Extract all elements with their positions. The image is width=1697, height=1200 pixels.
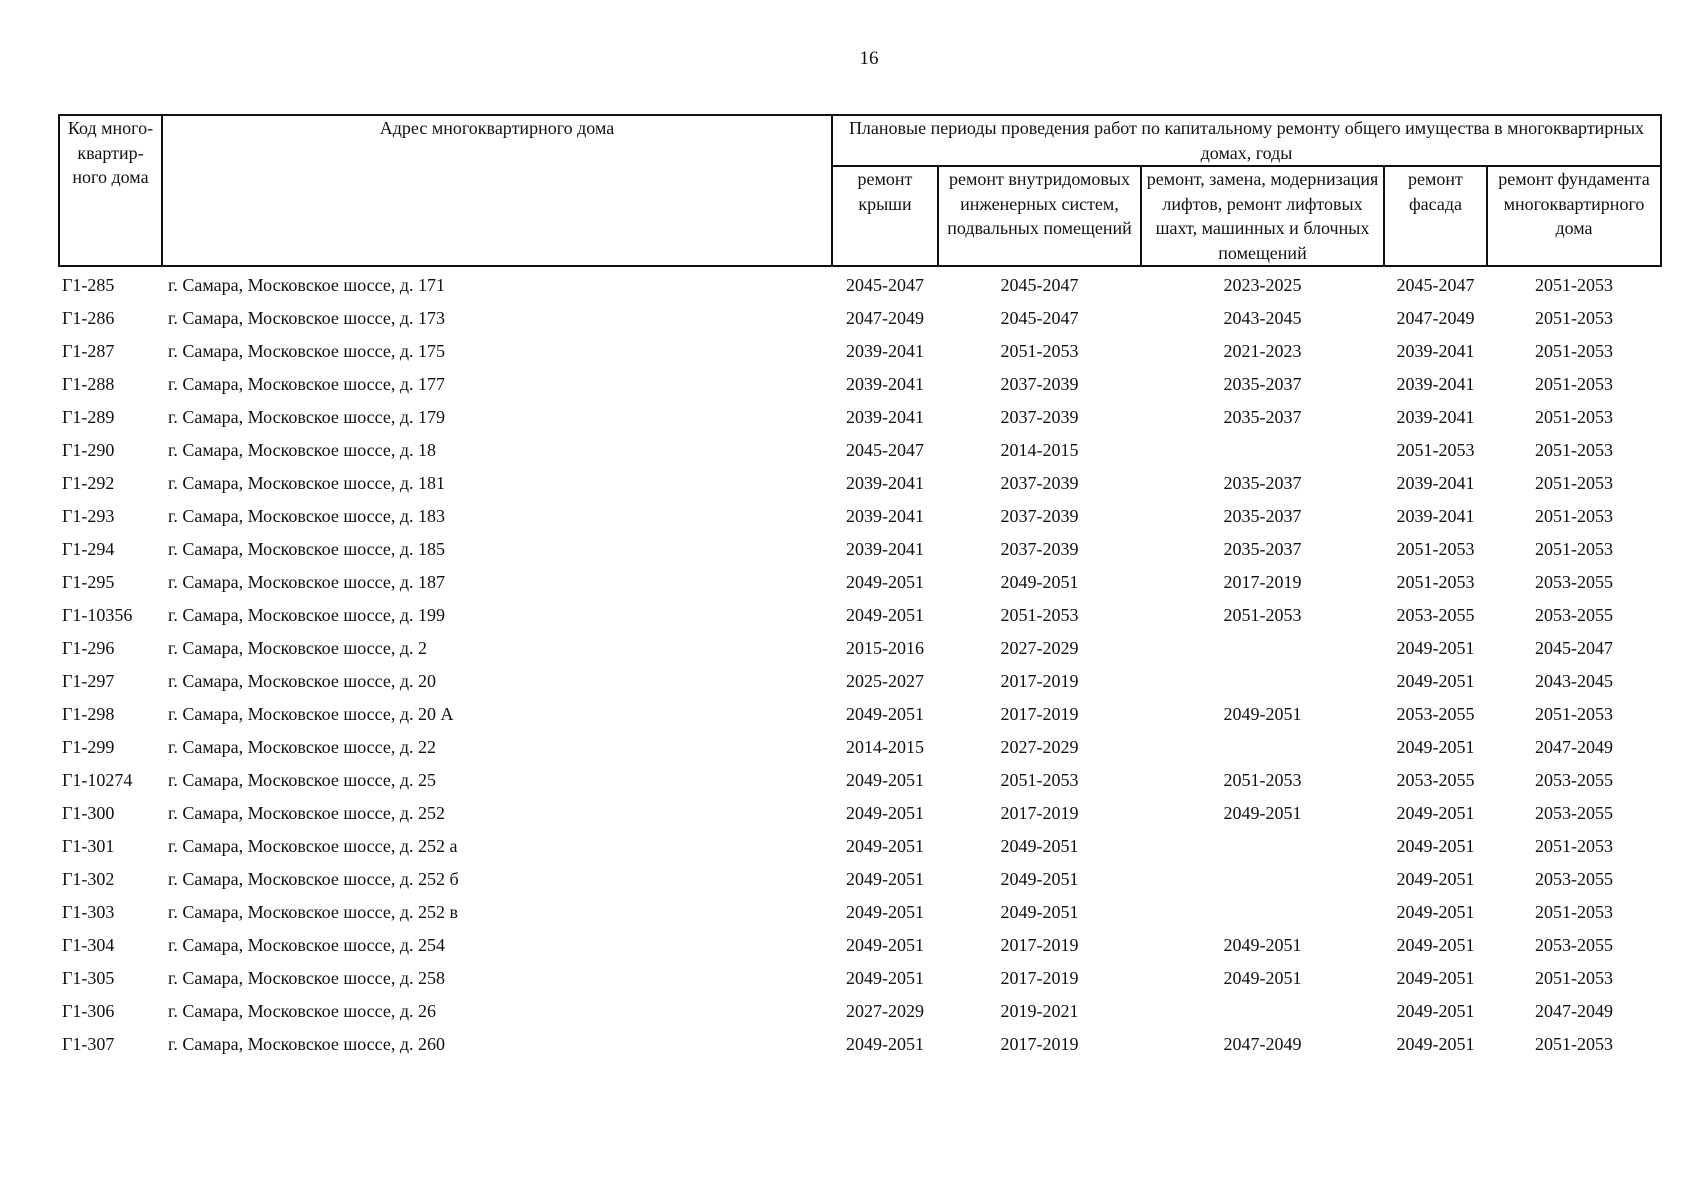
cell-code: Г1-288 [62,373,115,394]
cell-lift: 2047-2049 [1223,1033,1302,1054]
cell-foundation: 2051-2053 [1535,967,1613,988]
header-periods: Плановые периоды проведения работ по капитальному ремонту общего имущества в многоквартирных домах, годы [832,115,1661,166]
table-header [59,115,1661,266]
cell-engineering: 2027-2029 [1000,736,1079,757]
cell-foundation: 2051-2053 [1535,472,1613,493]
cell-roof: 2049-2051 [846,604,924,625]
cell-lift: 2051-2053 [1223,769,1302,790]
cell-engineering: 2014-2015 [1000,439,1079,460]
cell-code: Г1-303 [62,901,115,922]
cell-engineering: 2027-2029 [1000,637,1079,658]
cell-address: г. Самара, Московское шоссе, д. 260 [168,1033,445,1054]
table-row [59,466,1661,499]
cell-code: Г1-292 [62,472,115,493]
cell-facade: 2049-2051 [1396,868,1475,889]
cell-address: г. Самара, Московское шоссе, д. 20 А [168,703,454,724]
cell-lift: 2049-2051 [1223,703,1302,724]
cell-foundation: 2051-2053 [1535,505,1613,526]
cell-code: Г1-294 [62,538,115,559]
cell-facade: 2049-2051 [1396,901,1475,922]
cell-facade: 2051-2053 [1396,439,1475,460]
cell-address: г. Самара, Московское шоссе, д. 25 [168,769,436,790]
cell-lift: 2043-2045 [1223,307,1302,328]
table-body [59,266,1661,1060]
cell-foundation: 2051-2053 [1535,406,1613,427]
cell-roof: 2049-2051 [846,835,924,856]
cell-lift [1141,862,1384,895]
cell-engineering: 2017-2019 [1000,670,1079,691]
cell-facade: 2049-2051 [1396,802,1475,823]
cell-code: Г1-304 [62,934,115,955]
header-facade: ремонт фасада [1384,166,1487,266]
cell-facade: 2049-2051 [1396,670,1475,691]
cell-facade: 2049-2051 [1396,736,1475,757]
cell-foundation: 2047-2049 [1535,1000,1613,1021]
cell-engineering: 2037-2039 [1000,538,1079,559]
table-row [59,334,1661,367]
cell-lift: 2049-2051 [1223,967,1302,988]
cell-address: г. Самара, Московское шоссе, д. 171 [168,274,445,295]
table-row [59,565,1661,598]
cell-roof: 2047-2049 [846,307,924,328]
cell-engineering: 2037-2039 [1000,472,1079,493]
cell-engineering: 2017-2019 [1000,934,1079,955]
cell-lift: 2035-2037 [1223,472,1302,493]
cell-foundation: 2053-2055 [1535,868,1613,889]
table-row [59,266,1661,301]
cell-engineering: 2037-2039 [1000,505,1079,526]
cell-roof: 2027-2029 [846,1000,924,1021]
cell-foundation: 2051-2053 [1535,439,1613,460]
cell-engineering: 2017-2019 [1000,802,1079,823]
table-row [59,796,1661,829]
table-row [59,697,1661,730]
cell-code: Г1-293 [62,505,115,526]
cell-address: г. Самара, Московское шоссе, д. 252 в [168,901,458,922]
cell-address: г. Самара, Московское шоссе, д. 2 [168,637,427,658]
cell-roof: 2049-2051 [846,802,924,823]
cell-facade: 2049-2051 [1396,637,1475,658]
cell-foundation: 2051-2053 [1535,373,1613,394]
cell-code: Г1-298 [62,703,115,724]
table-row [59,598,1661,631]
cell-code: Г1-297 [62,670,115,691]
cell-code: Г1-300 [62,802,115,823]
table-row [59,664,1661,697]
cell-roof: 2014-2015 [846,736,924,757]
table-row [59,301,1661,334]
cell-facade: 2049-2051 [1396,835,1475,856]
cell-engineering: 2037-2039 [1000,373,1079,394]
cell-address: г. Самара, Московское шоссе, д. 22 [168,736,436,757]
cell-foundation: 2051-2053 [1535,1033,1613,1054]
cell-facade: 2039-2041 [1396,505,1475,526]
cell-facade: 2049-2051 [1396,1000,1475,1021]
cell-roof: 2025-2027 [846,670,924,691]
table-row [59,829,1661,862]
cell-roof: 2049-2051 [846,967,924,988]
cell-address: г. Самара, Московское шоссе, д. 254 [168,934,445,955]
cell-foundation: 2051-2053 [1535,538,1613,559]
cell-facade: 2051-2053 [1396,538,1475,559]
cell-lift: 2035-2037 [1223,406,1302,427]
cell-foundation: 2045-2047 [1535,637,1613,658]
cell-facade: 2049-2051 [1396,1033,1475,1054]
cell-foundation: 2053-2055 [1535,604,1613,625]
table-row [59,631,1661,664]
cell-roof: 2039-2041 [846,538,924,559]
cell-engineering: 2045-2047 [1000,274,1079,295]
cell-engineering: 2019-2021 [1000,1000,1079,1021]
cell-address: г. Самара, Московское шоссе, д. 252 [168,802,445,823]
cell-address: г. Самара, Московское шоссе, д. 252 б [168,868,459,889]
cell-engineering: 2017-2019 [1000,967,1079,988]
table-row [59,862,1661,895]
cell-address: г. Самара, Московское шоссе, д. 173 [168,307,445,328]
cell-address: г. Самара, Московское шоссе, д. 252 а [168,835,458,856]
page-number: 16 [859,48,879,69]
cell-engineering: 2049-2051 [1000,571,1079,592]
cell-address: г. Самара, Московское шоссе, д. 18 [168,439,436,460]
cell-roof: 2049-2051 [846,571,924,592]
cell-roof: 2049-2051 [846,868,924,889]
cell-foundation: 2051-2053 [1535,340,1613,361]
cell-lift: 2049-2051 [1223,802,1302,823]
cell-code: Г1-302 [62,868,115,889]
cell-address: г. Самара, Московское шоссе, д. 177 [168,373,445,394]
cell-code: Г1-289 [62,406,115,427]
cell-address: г. Самара, Московское шоссе, д. 20 [168,670,436,691]
table-row [59,532,1661,565]
table-row [59,961,1661,994]
cell-address: г. Самара, Московское шоссе, д. 26 [168,1000,436,1021]
cell-engineering: 2051-2053 [1000,769,1079,790]
cell-engineering: 2037-2039 [1000,406,1079,427]
cell-code: Г1-307 [62,1033,115,1054]
cell-roof: 2049-2051 [846,769,924,790]
cell-lift: 2035-2037 [1223,505,1302,526]
cell-roof: 2049-2051 [846,1033,924,1054]
cell-code: Г1-296 [62,637,115,658]
header-code: Код много-квартир-ного дома [59,115,162,266]
cell-facade: 2039-2041 [1396,373,1475,394]
cell-foundation: 2051-2053 [1535,703,1613,724]
cell-roof: 2049-2051 [846,934,924,955]
cell-code: Г1-285 [62,274,115,295]
cell-engineering: 2051-2053 [1000,604,1079,625]
table-row [59,763,1661,796]
cell-roof: 2039-2041 [846,472,924,493]
cell-roof: 2039-2041 [846,505,924,526]
cell-lift: 2049-2051 [1223,934,1302,955]
cell-foundation: 2051-2053 [1535,901,1613,922]
table-row [59,895,1661,928]
table-row [59,433,1661,466]
cell-foundation: 2051-2053 [1535,835,1613,856]
cell-lift [1141,730,1384,763]
table-row [59,499,1661,532]
cell-code: Г1-287 [62,340,115,361]
cell-roof: 2049-2051 [846,901,924,922]
cell-engineering: 2051-2053 [1000,340,1079,361]
cell-code: Г1-10356 [62,604,133,625]
cell-lift: 2051-2053 [1223,604,1302,625]
cell-facade: 2053-2055 [1396,604,1475,625]
cell-code: Г1-305 [62,967,115,988]
cell-foundation: 2043-2045 [1535,670,1613,691]
cell-lift [1141,664,1384,697]
cell-foundation: 2053-2055 [1535,802,1613,823]
header-lift: ремонт, замена, модернизация лифтов, ремонт лифтовых шахт, машинных и блочных помещений [1141,166,1384,266]
cell-facade: 2039-2041 [1396,406,1475,427]
cell-address: г. Самара, Московское шоссе, д. 181 [168,472,445,493]
table-row [59,928,1661,961]
cell-facade: 2053-2055 [1396,769,1475,790]
cell-roof: 2039-2041 [846,373,924,394]
cell-facade: 2039-2041 [1396,340,1475,361]
cell-foundation: 2051-2053 [1535,274,1613,295]
cell-foundation: 2053-2055 [1535,769,1613,790]
cell-facade: 2053-2055 [1396,703,1475,724]
cell-engineering: 2017-2019 [1000,703,1079,724]
cell-address: г. Самара, Московское шоссе, д. 187 [168,571,445,592]
cell-roof: 2045-2047 [846,274,924,295]
cell-code: Г1-290 [62,439,115,460]
cell-roof: 2039-2041 [846,406,924,427]
cell-lift [1141,994,1384,1027]
cell-lift: 2035-2037 [1223,538,1302,559]
cell-roof: 2039-2041 [846,340,924,361]
table-row [59,994,1661,1027]
cell-engineering: 2045-2047 [1000,307,1079,328]
header-roof: ремонт крыши [832,166,938,266]
cell-address: г. Самара, Московское шоссе, д. 175 [168,340,445,361]
cell-lift [1141,895,1384,928]
cell-roof: 2045-2047 [846,439,924,460]
cell-lift: 2023-2025 [1223,274,1302,295]
cell-lift: 2017-2019 [1223,571,1302,592]
cell-lift [1141,433,1384,466]
cell-foundation: 2053-2055 [1535,571,1613,592]
table-row [59,730,1661,763]
cell-address: г. Самара, Московское шоссе, д. 179 [168,406,445,427]
cell-foundation: 2051-2053 [1535,307,1613,328]
cell-address: г. Самара, Московское шоссе, д. 199 [168,604,445,625]
cell-code: Г1-306 [62,1000,115,1021]
cell-code: Г1-286 [62,307,115,328]
cell-foundation: 2047-2049 [1535,736,1613,757]
cell-facade: 2039-2041 [1396,472,1475,493]
cell-code: Г1-299 [62,736,115,757]
cell-lift: 2021-2023 [1223,340,1302,361]
cell-code: Г1-301 [62,835,115,856]
cell-engineering: 2049-2051 [1000,901,1079,922]
cell-address: г. Самара, Московское шоссе, д. 258 [168,967,445,988]
cell-roof: 2049-2051 [846,703,924,724]
capital-repair-table [58,114,1662,1060]
header-engineering: ремонт внутридомовых инженерных систем, подвальных помещений [938,166,1141,266]
cell-lift [1141,631,1384,664]
cell-engineering: 2017-2019 [1000,1033,1079,1054]
cell-lift: 2035-2037 [1223,373,1302,394]
cell-lift [1141,829,1384,862]
table-row [59,367,1661,400]
cell-address: г. Самара, Московское шоссе, д. 185 [168,538,445,559]
cell-code: Г1-295 [62,571,115,592]
table-row [59,1027,1661,1060]
cell-engineering: 2049-2051 [1000,868,1079,889]
cell-facade: 2045-2047 [1396,274,1475,295]
cell-facade: 2051-2053 [1396,571,1475,592]
cell-facade: 2049-2051 [1396,934,1475,955]
cell-roof: 2015-2016 [846,637,924,658]
header-address: Адрес многоквартирного дома [162,115,832,266]
cell-code: Г1-10274 [62,769,133,790]
cell-foundation: 2053-2055 [1535,934,1613,955]
header-foundation: ремонт фундамента многоквартирного дома [1487,166,1661,266]
cell-engineering: 2049-2051 [1000,835,1079,856]
cell-address: г. Самара, Московское шоссе, д. 183 [168,505,445,526]
cell-facade: 2049-2051 [1396,967,1475,988]
table-row [59,400,1661,433]
cell-facade: 2047-2049 [1396,307,1475,328]
